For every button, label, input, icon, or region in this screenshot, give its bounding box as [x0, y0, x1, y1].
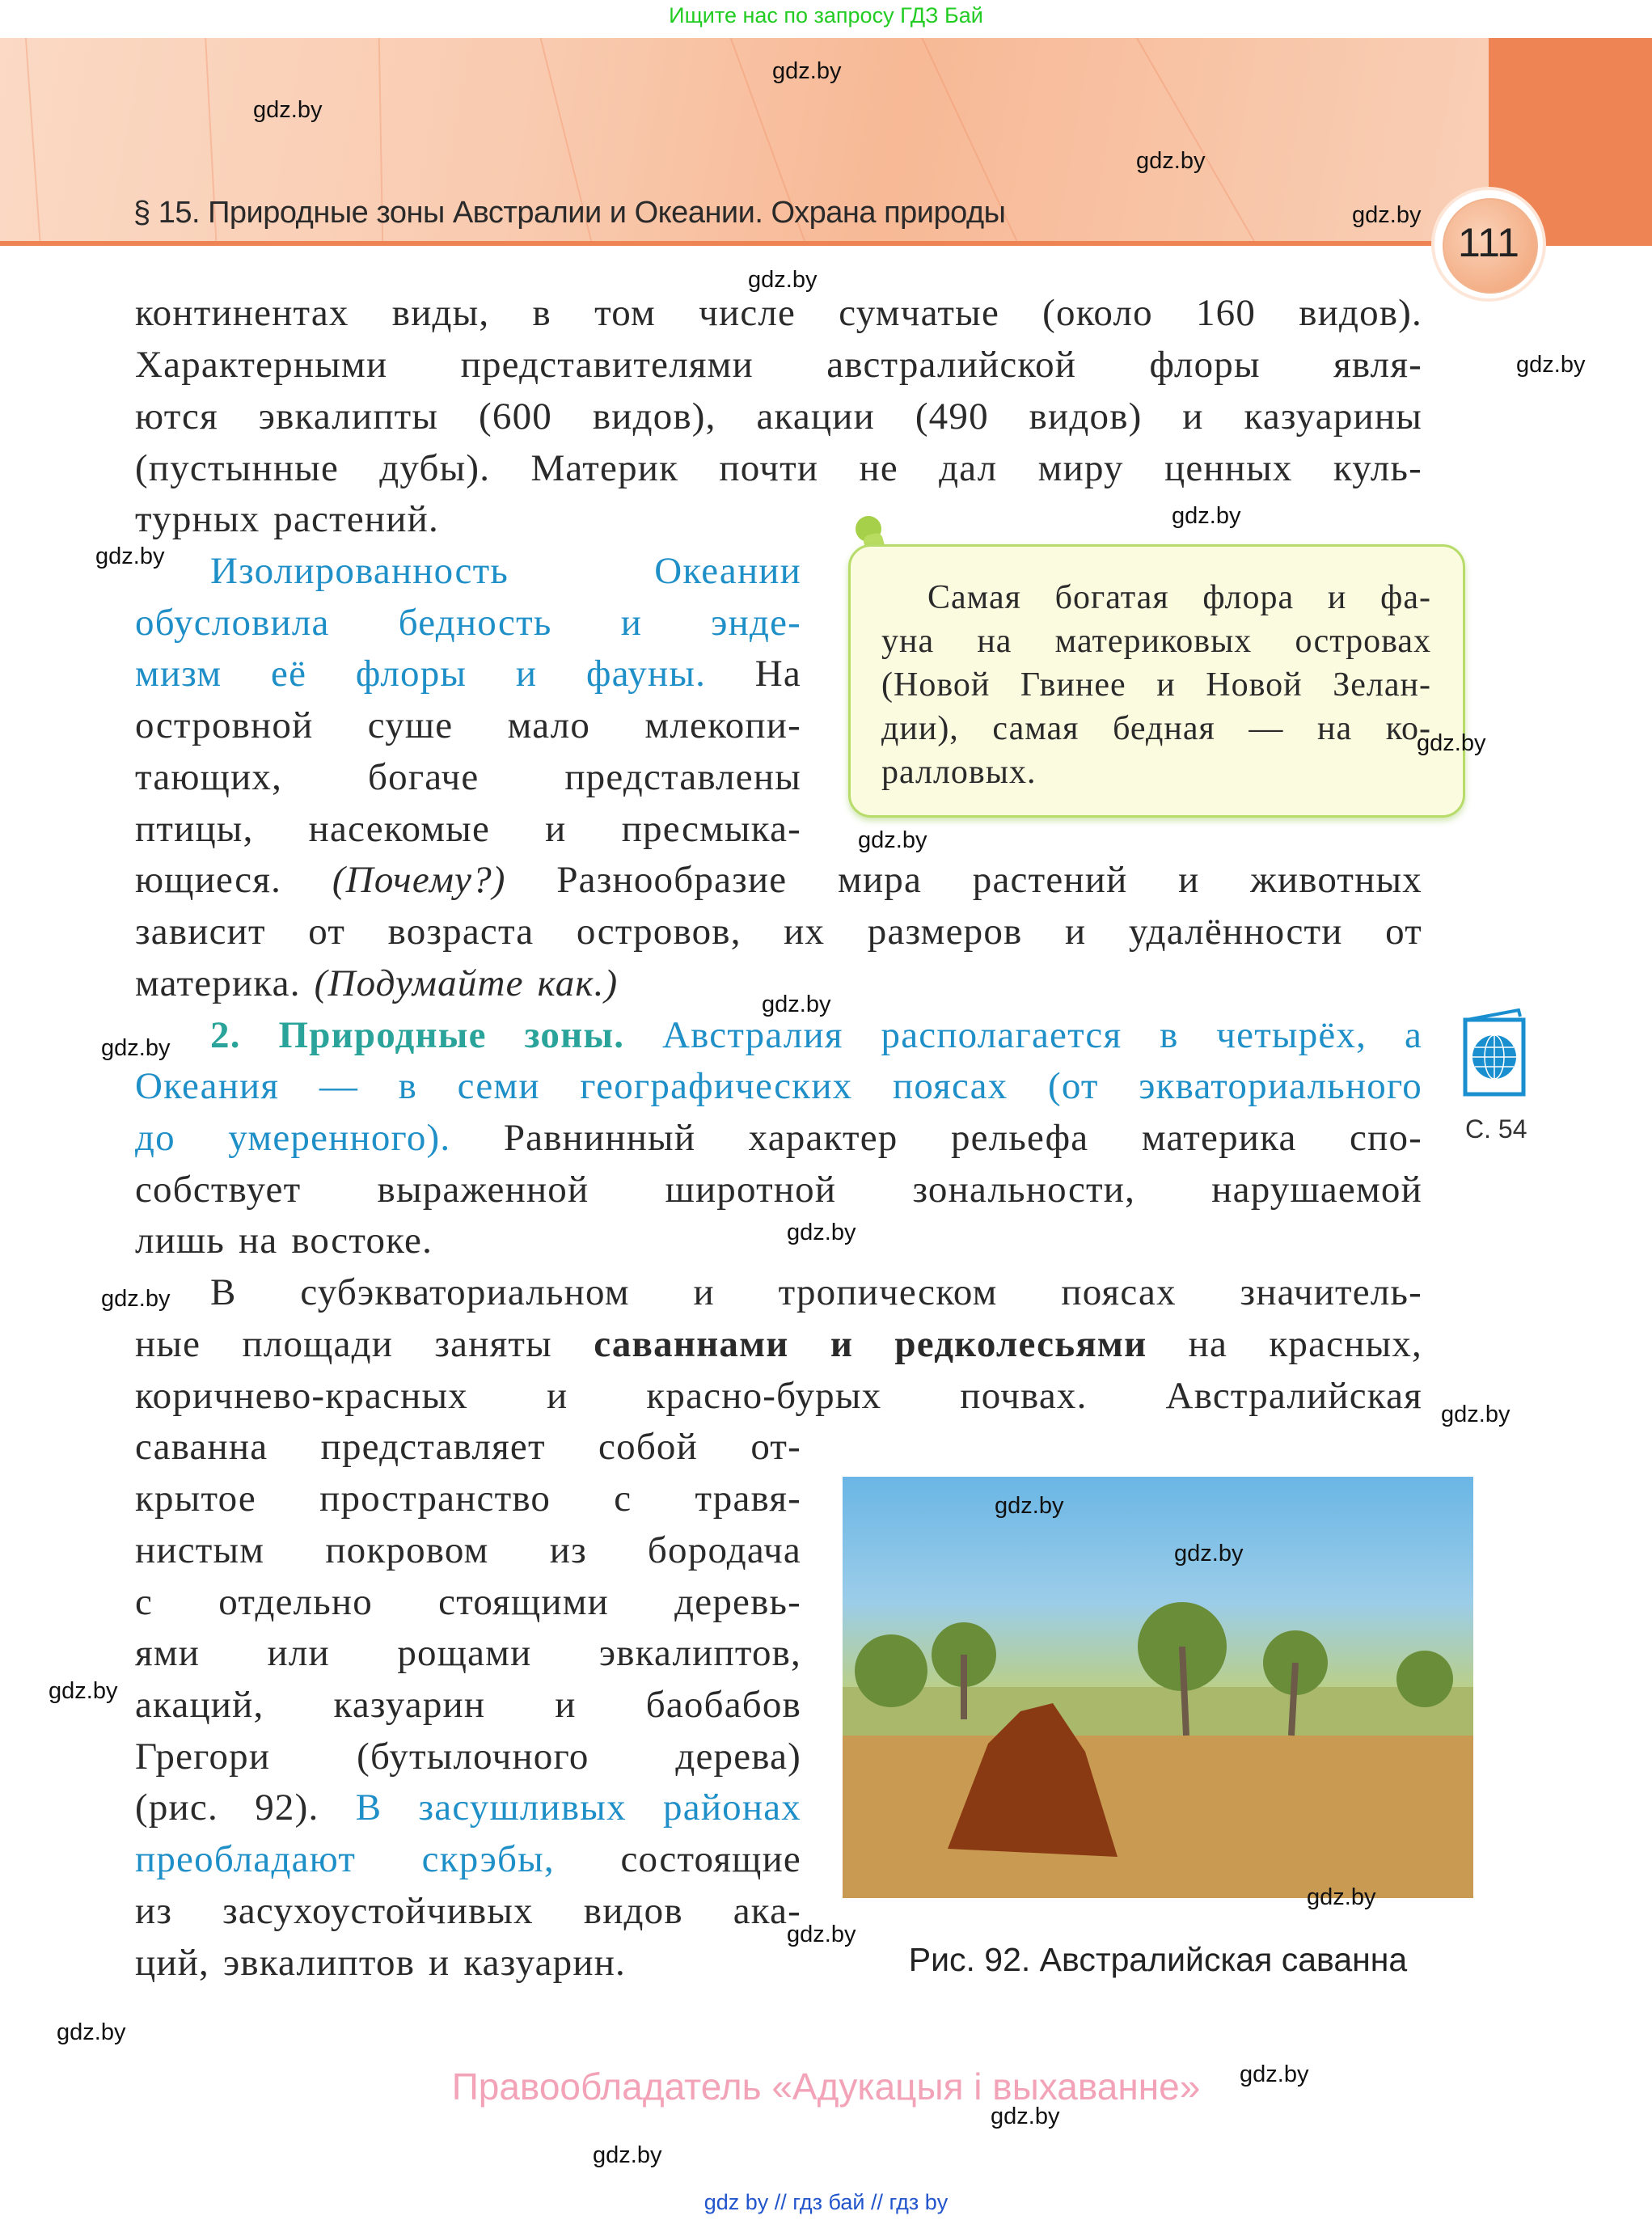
text-segment: на красных,	[1147, 1323, 1422, 1365]
text-segment: зависит от возраста островов, их размеров и удалённости от	[135, 911, 1422, 953]
watermark: gdz.by	[787, 1922, 856, 1947]
body-line	[135, 1372, 1422, 1420]
watermark: gdz.by	[1417, 730, 1486, 756]
body-line	[210, 1011, 1422, 1059]
body-line	[135, 1423, 801, 1471]
body-line	[135, 805, 801, 853]
text-segment: В субэкваториальном и тропическом поясах значитель-	[210, 1271, 1422, 1313]
emphasis-segment: мизм её флоры и фауны.	[135, 653, 707, 695]
watermark: gdz.by	[101, 1286, 171, 1312]
body-line	[135, 444, 1422, 493]
body-line	[135, 959, 618, 1008]
text-segment: Равнинный характер рельефа материка спо-	[450, 1117, 1422, 1159]
body-line	[135, 649, 801, 698]
text-segment: На	[706, 653, 801, 695]
watermark: gdz.by	[1136, 148, 1206, 174]
text-segment: тающих, богаче представлены	[135, 756, 801, 798]
text-segment: ются эвкалипты (600 видов), акации (490 видов) и казуарины	[135, 395, 1422, 438]
text-segment: (рис. 92).	[135, 1786, 356, 1829]
text-segment: нистым покровом из бородача	[135, 1529, 801, 1571]
emphasis-segment: Изолированность Океании	[210, 550, 801, 592]
body-line	[135, 598, 801, 647]
emphasis-segment: В засушливых районах	[355, 1786, 801, 1829]
fact-callout	[848, 544, 1465, 818]
emphasis-segment: до умеренного).	[135, 1117, 451, 1159]
figure-92-savanna-photo	[843, 1477, 1473, 1898]
body-line	[135, 340, 1422, 389]
watermark: gdz.by	[253, 97, 323, 123]
body-line	[135, 1629, 801, 1677]
emphasis-segment: Австралия располагается в четырёх, а	[624, 1014, 1423, 1056]
watermark: gdz.by	[593, 2142, 662, 2168]
emphasis-segment: (Подумайте как.)	[314, 962, 619, 1004]
emphasis-segment: преобладают скрэбы,	[135, 1838, 555, 1880]
watermark: gdz.by	[995, 1493, 1064, 1519]
body-line	[135, 1681, 801, 1729]
text-segment: собствует выраженной широтной зональности, нарушаемой	[135, 1169, 1422, 1211]
watermark: gdz.by	[1516, 352, 1586, 378]
watermark: gdz.by	[858, 827, 927, 853]
figure-caption: Рис. 92. Австралийская саванна	[908, 1941, 1408, 1978]
text-segment: Грегори (бутылочного дерева)	[135, 1736, 801, 1778]
text-segment: континентах виды, в том числе сумчатые (около 160 видов).	[135, 292, 1422, 334]
watermark: gdz.by	[772, 58, 842, 84]
watermark: gdz.by	[762, 991, 831, 1017]
text-segment: крытое пространство с травя-	[135, 1478, 801, 1520]
watermark: gdz.by	[1307, 1884, 1376, 1910]
text-segment: Характерными представителями австралийской флоры явля-	[135, 344, 1422, 386]
watermark: gdz.by	[1441, 1402, 1510, 1427]
body-line	[135, 1783, 801, 1832]
footer-links[interactable]: gdz by // гдз бай // гдз by	[703, 2190, 949, 2214]
callout-line: (Новой Гвинее и Новой Зелан-	[881, 666, 1431, 704]
text-segment: с отдельно стоящими деревь-	[135, 1581, 801, 1623]
body-line	[135, 753, 801, 801]
chapter-title: § 15. Природные зоны Австралии и Океании. Охрана природы	[133, 196, 1006, 230]
text-segment: лишь на востоке.	[135, 1220, 433, 1262]
body-line	[135, 1114, 1422, 1162]
text-segment: состоящие	[554, 1838, 801, 1880]
body-line	[135, 495, 439, 543]
header-divider	[0, 241, 1489, 246]
body-line	[135, 1062, 1422, 1110]
text-segment: ные площади заняты	[135, 1323, 594, 1365]
atlas-page-reference: С. 54	[1465, 1114, 1527, 1144]
search-hint: Ищите нас по запросу ГДЗ Бай	[669, 3, 983, 27]
watermark: gdz.by	[95, 543, 165, 569]
text-segment: материка.	[135, 962, 315, 1004]
body-line	[135, 1216, 433, 1265]
callout-line: уна на материковых островах	[881, 623, 1431, 660]
text-segment: ций, эвкалиптов и казуарин.	[135, 1942, 626, 1984]
watermark: gdz.by	[787, 1220, 856, 1245]
page-number: 111	[1457, 220, 1519, 265]
body-line	[135, 907, 1422, 956]
emphasis-segment: Океания — в семи географических поясах (от экваториального	[135, 1065, 1422, 1107]
emphasis-segment: обусловила бедность и энде-	[135, 602, 801, 644]
emphasis-segment: 2. Природные зоны.	[210, 1014, 625, 1056]
text-segment: (пустынные дубы). Материк почти не дал миру ценных куль-	[135, 447, 1422, 489]
text-segment: ющиеся.	[135, 859, 332, 901]
callout-line: дии), самая бедная — на ко-	[881, 710, 1431, 747]
copyright-notice: Правообладатель «Адукацыя і выхаванне»	[451, 2065, 1201, 2108]
watermark: gdz.by	[1174, 1541, 1244, 1567]
watermark: gdz.by	[991, 2103, 1060, 2129]
watermark: gdz.by	[1172, 503, 1241, 529]
body-line	[135, 701, 801, 750]
callout-line: Самая богатая флора и фа-	[927, 579, 1431, 616]
emphasis-segment: саваннами и редколесьями	[594, 1323, 1147, 1365]
body-line	[135, 1939, 626, 1987]
text-segment: Разнообразие мира растений и животных	[505, 859, 1422, 901]
emphasis-segment: (Почему?)	[332, 859, 506, 901]
text-segment: саванна представляет собой от-	[135, 1426, 801, 1468]
text-segment: акаций, казуарин и баобабов	[135, 1684, 801, 1726]
page-number-badge	[1434, 190, 1543, 298]
body-line	[135, 392, 1422, 441]
text-segment: ями или рощами эвкалиптов,	[135, 1632, 801, 1674]
text-segment: из засухоустойчивых видов ака-	[135, 1890, 801, 1932]
text-segment: островной суше мало млекопи-	[135, 704, 801, 746]
text-segment: птицы, насекомые и пресмыка-	[135, 808, 801, 850]
atlas-book-globe-icon[interactable]	[1462, 1008, 1527, 1097]
text-segment: турных растений.	[135, 498, 439, 540]
watermark: gdz.by	[101, 1035, 171, 1061]
body-line	[135, 1526, 801, 1575]
body-line	[135, 1835, 801, 1884]
body-line	[135, 1474, 801, 1523]
body-line	[210, 1268, 1422, 1317]
body-line	[135, 1578, 801, 1626]
body-line	[135, 289, 1422, 337]
body-line	[135, 1165, 1422, 1214]
body-line	[135, 856, 1422, 904]
watermark: gdz.by	[1240, 2061, 1309, 2087]
watermark: gdz.by	[57, 2019, 126, 2045]
body-line	[135, 1732, 801, 1781]
text-segment: коричнево-красных и красно-бурых почвах. Австралийская	[135, 1375, 1422, 1417]
body-line	[135, 1887, 801, 1935]
watermark: gdz.by	[1352, 202, 1422, 228]
body-line	[135, 1320, 1422, 1368]
watermark: gdz.by	[748, 267, 818, 293]
watermark: gdz.by	[49, 1678, 118, 1704]
body-line	[210, 547, 801, 595]
callout-line: ралловых.	[881, 754, 1037, 791]
